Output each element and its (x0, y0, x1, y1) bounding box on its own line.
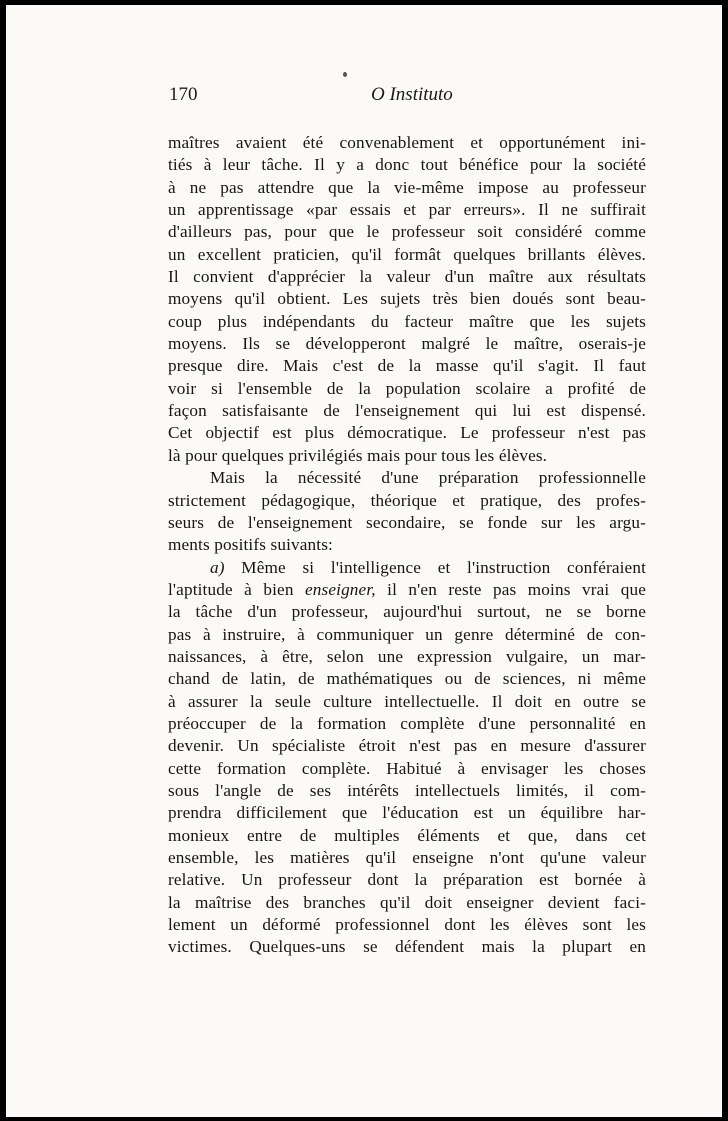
text-line: ensemble, les matières qu'il enseigne n'ont qu'une valeur (168, 848, 646, 867)
running-head: O Instituto (371, 84, 453, 105)
text-line: devenir. Un spécialiste étroit n'est pas en mesure d'assurer (168, 736, 646, 756)
text-line (168, 579, 646, 601)
text-line: chand de latin, de mathématiques ou de sciences, ni même (168, 669, 646, 689)
text-line: un apprentissage «par essais et par erreurs». Il ne suffirait (168, 200, 646, 220)
text-line: préoccuper de la formation complète d'une personnalité en (168, 713, 646, 733)
text-line: Cet objectif est plus démocratique. Le professeur n'est pas (168, 423, 646, 443)
list-item-label: a) (210, 557, 225, 577)
text-line: un excellent praticien, qu'il formât quelques brillants élèves. (168, 244, 646, 264)
text-line: moyens. Ils se développeront malgré le maître, oserais-je (168, 334, 646, 354)
text-line: à ne pas attendre que la vie-même impose au professeur (168, 177, 646, 197)
text-line: strictement pédagogique, théorique et pratique, des profes- (168, 490, 646, 510)
text-line: moyens qu'il obtient. Les sujets très bien doués sont beau- (168, 289, 646, 309)
list-item-text: Même si l'intelligence et l'instruction conféraient (241, 557, 647, 577)
text-line: la tâche d'un professeur, aujourd'hui surtout, ne se borne (168, 602, 646, 622)
text-line: seurs de l'enseignement secondaire, se fonde sur les argu- (168, 512, 646, 532)
page-speck (343, 72, 347, 77)
text-line: d'ailleurs pas, pour que le professeur soit considéré comme (168, 222, 646, 242)
text-line: à assurer la seule culture intellectuelle. Il doit en outre se (168, 691, 646, 711)
text-line: coup plus indépendants du facteur maître que les sujets (168, 311, 646, 331)
text-line: tiés à leur tâche. Il y a donc tout bénéfice pour la société (168, 155, 646, 175)
text-line: voir si l'ensemble de la population scolaire a profité de (168, 378, 646, 398)
page-number: 170 (169, 84, 198, 105)
text-line: lement un déformé professionnel dont les élèves sont les (168, 915, 646, 935)
text-line: sous l'angle de ses intérêts intellectuels limités, il com- (168, 780, 646, 800)
paragraph-end-line: là pour quelques privilégiés mais pour tous les élèves. (168, 445, 548, 465)
text-line: presque dire. Mais c'est de la masse qu'il s'agit. Il faut (168, 356, 646, 376)
paragraph-end-line: ments positifs suivants: (168, 535, 333, 555)
text-segment: l'aptitude à bien (168, 579, 305, 599)
text-line: prendra difficilement que l'éducation est un équilibre har- (168, 803, 646, 823)
text-segment: il n'en reste pas moins vrai que (375, 579, 647, 599)
book-page (6, 5, 722, 1117)
text-line: maîtres avaient été convenablement et opportunément ini- (168, 133, 646, 152)
text-line: Il convient d'apprécier la valeur d'un maître aux résultats (168, 267, 646, 287)
text-line: relative. Un professeur dont la préparation est bornée à (168, 870, 646, 890)
text-line: pas à instruire, à communiquer un genre déterminé de con- (168, 624, 646, 644)
text-line: cette formation complète. Habitué à envisager les choses (168, 758, 646, 778)
body-text (168, 132, 646, 959)
text-line: victimes. Quelques-uns se défendent mais la plupart en (168, 937, 646, 957)
text-line: la maîtrise des branches qu'il doit enseigner devient faci- (168, 892, 646, 912)
text-line: naissances, à être, selon une expression vulgaire, un mar- (168, 646, 646, 666)
italic-word: enseigner, (305, 579, 376, 599)
paragraph-start-line: Mais la nécessité d'une préparation professionnelle (210, 468, 646, 488)
text-line: façon satisfaisante de l'enseignement qui lui est dispensé. (168, 401, 646, 421)
list-item-line (168, 557, 646, 579)
text-line: monieux entre de multiples éléments et que, dans cet (168, 825, 646, 845)
